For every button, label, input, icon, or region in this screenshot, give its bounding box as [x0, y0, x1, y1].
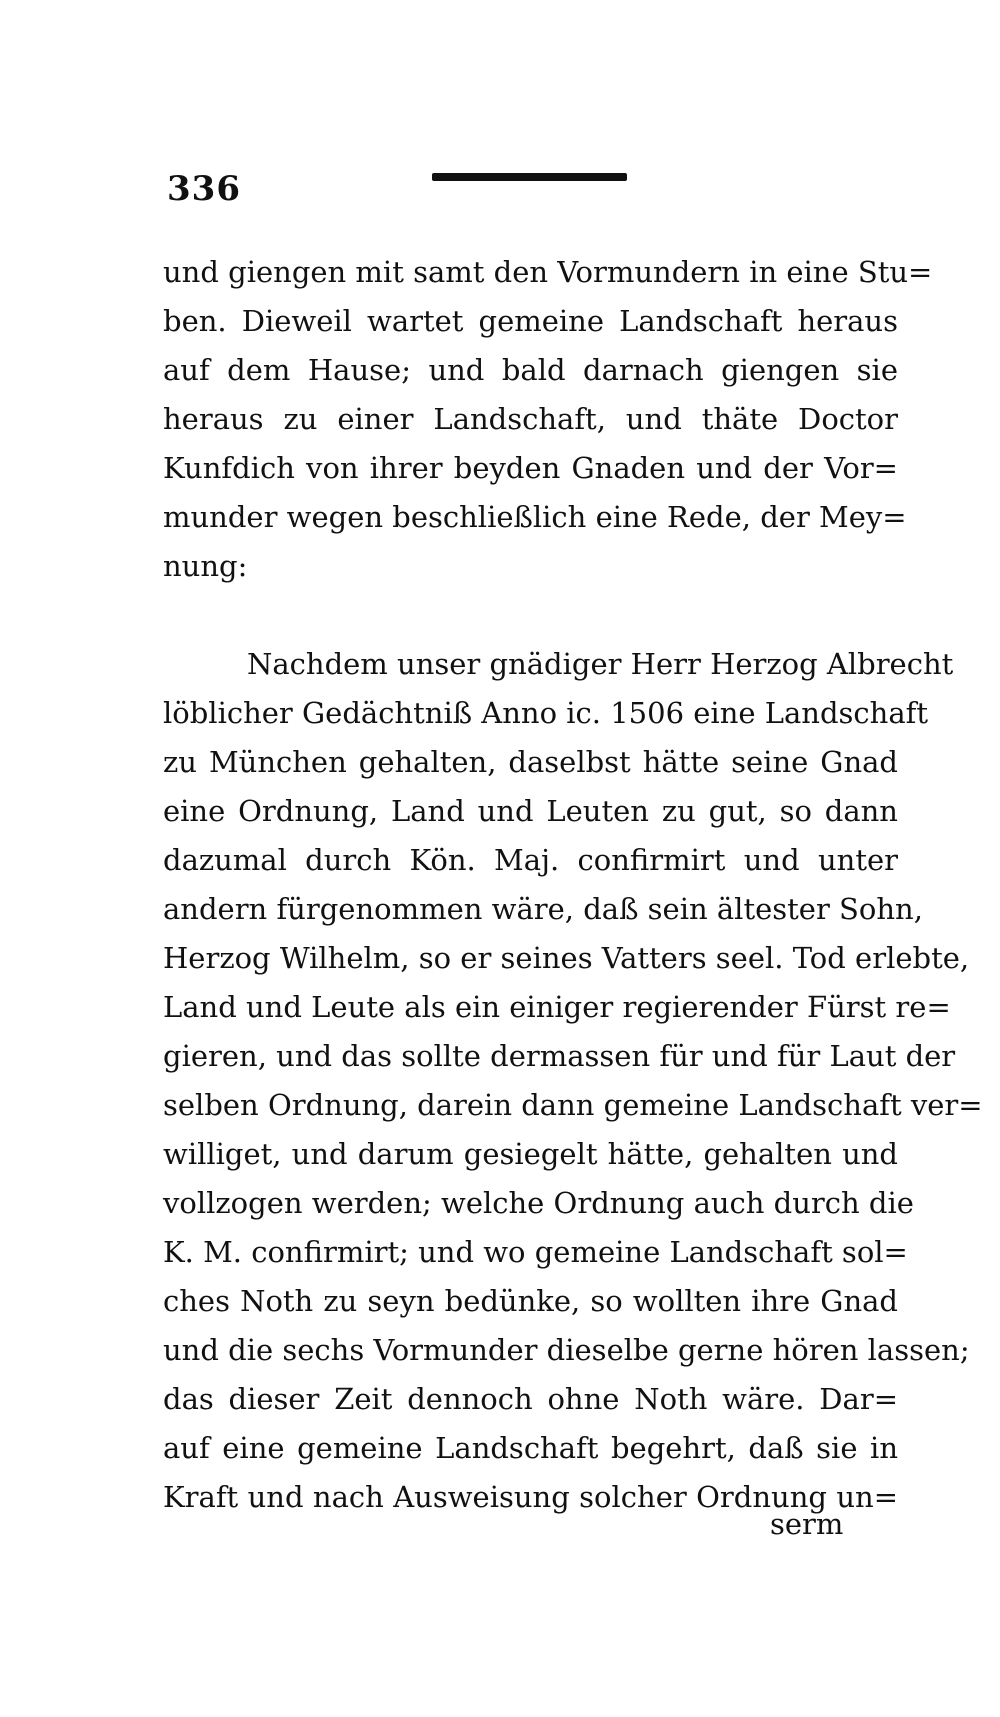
text-line: löblicher Gedächtniß Anno ic. 1506 eine Landschaft — [163, 696, 929, 730]
text-line: und giengen mit samt den Vormundern in eine Stu= — [163, 255, 933, 289]
text-line: gieren, und das sollte dermassen für und für Laut der — [163, 1039, 956, 1073]
text-line: zu München gehalten, daselbst hätte seine Gnad — [163, 745, 898, 779]
catchword: serm — [770, 1507, 844, 1541]
text-line: ben. Dieweil wartet gemeine Landschaft heraus — [163, 304, 898, 338]
paragraph-2 — [163, 640, 983, 1522]
text-line: ches Noth zu seyn bedünke, so wollten ihre Gnad — [163, 1284, 898, 1318]
text-line: K. M. confirmirt; und wo gemeine Landschaft sol= — [163, 1235, 908, 1269]
text-line: das dieser Zeit dennoch ohne Noth wäre. Dar= — [163, 1382, 898, 1416]
paragraph-1 — [163, 248, 933, 591]
text-line: auf eine gemeine Landschaft begehrt, daß sie in — [163, 1431, 898, 1465]
text-line: Herzog Wilhelm, so er seines Vatters seel. Tod erlebte, — [163, 941, 970, 975]
text-line: williget, und darum gesiegelt hätte, gehalten und — [163, 1137, 898, 1171]
text-line: und die sechs Vormunder dieselbe gerne hören lassen; — [163, 1333, 970, 1367]
text-line: vollzogen werden; welche Ordnung auch durch die — [163, 1186, 914, 1220]
text-line: andern fürgenommen wäre, daß sein ältester Sohn, — [163, 892, 923, 926]
text-line: selben Ordnung, darein dann gemeine Landschaft ver= — [163, 1088, 983, 1122]
header-rule — [432, 173, 627, 181]
text-line: Nachdem unser gnädiger Herr Herzog Albrecht — [247, 647, 954, 681]
text-line: Kraft und nach Ausweisung solcher Ordnung un= — [163, 1480, 898, 1514]
text-line: Kunfdich von ihrer beyden Gnaden und der Vor= — [163, 451, 898, 485]
text-line: eine Ordnung, Land und Leuten zu gut, so dann — [163, 794, 898, 828]
text-line: Land und Leute als ein einiger regierender Fürst re= — [163, 990, 951, 1024]
text-line: munder wegen beschließlich eine Rede, der Mey= — [163, 500, 907, 534]
text-line: auf dem Hause; und bald darnach giengen sie — [163, 353, 898, 387]
text-line: dazumal durch Kön. Maj. confirmirt und unter — [163, 843, 898, 877]
page-number: 336 — [167, 169, 241, 209]
text-line: heraus zu einer Landschaft, und thäte Doctor — [163, 402, 898, 436]
text-line: nung: — [163, 549, 248, 583]
